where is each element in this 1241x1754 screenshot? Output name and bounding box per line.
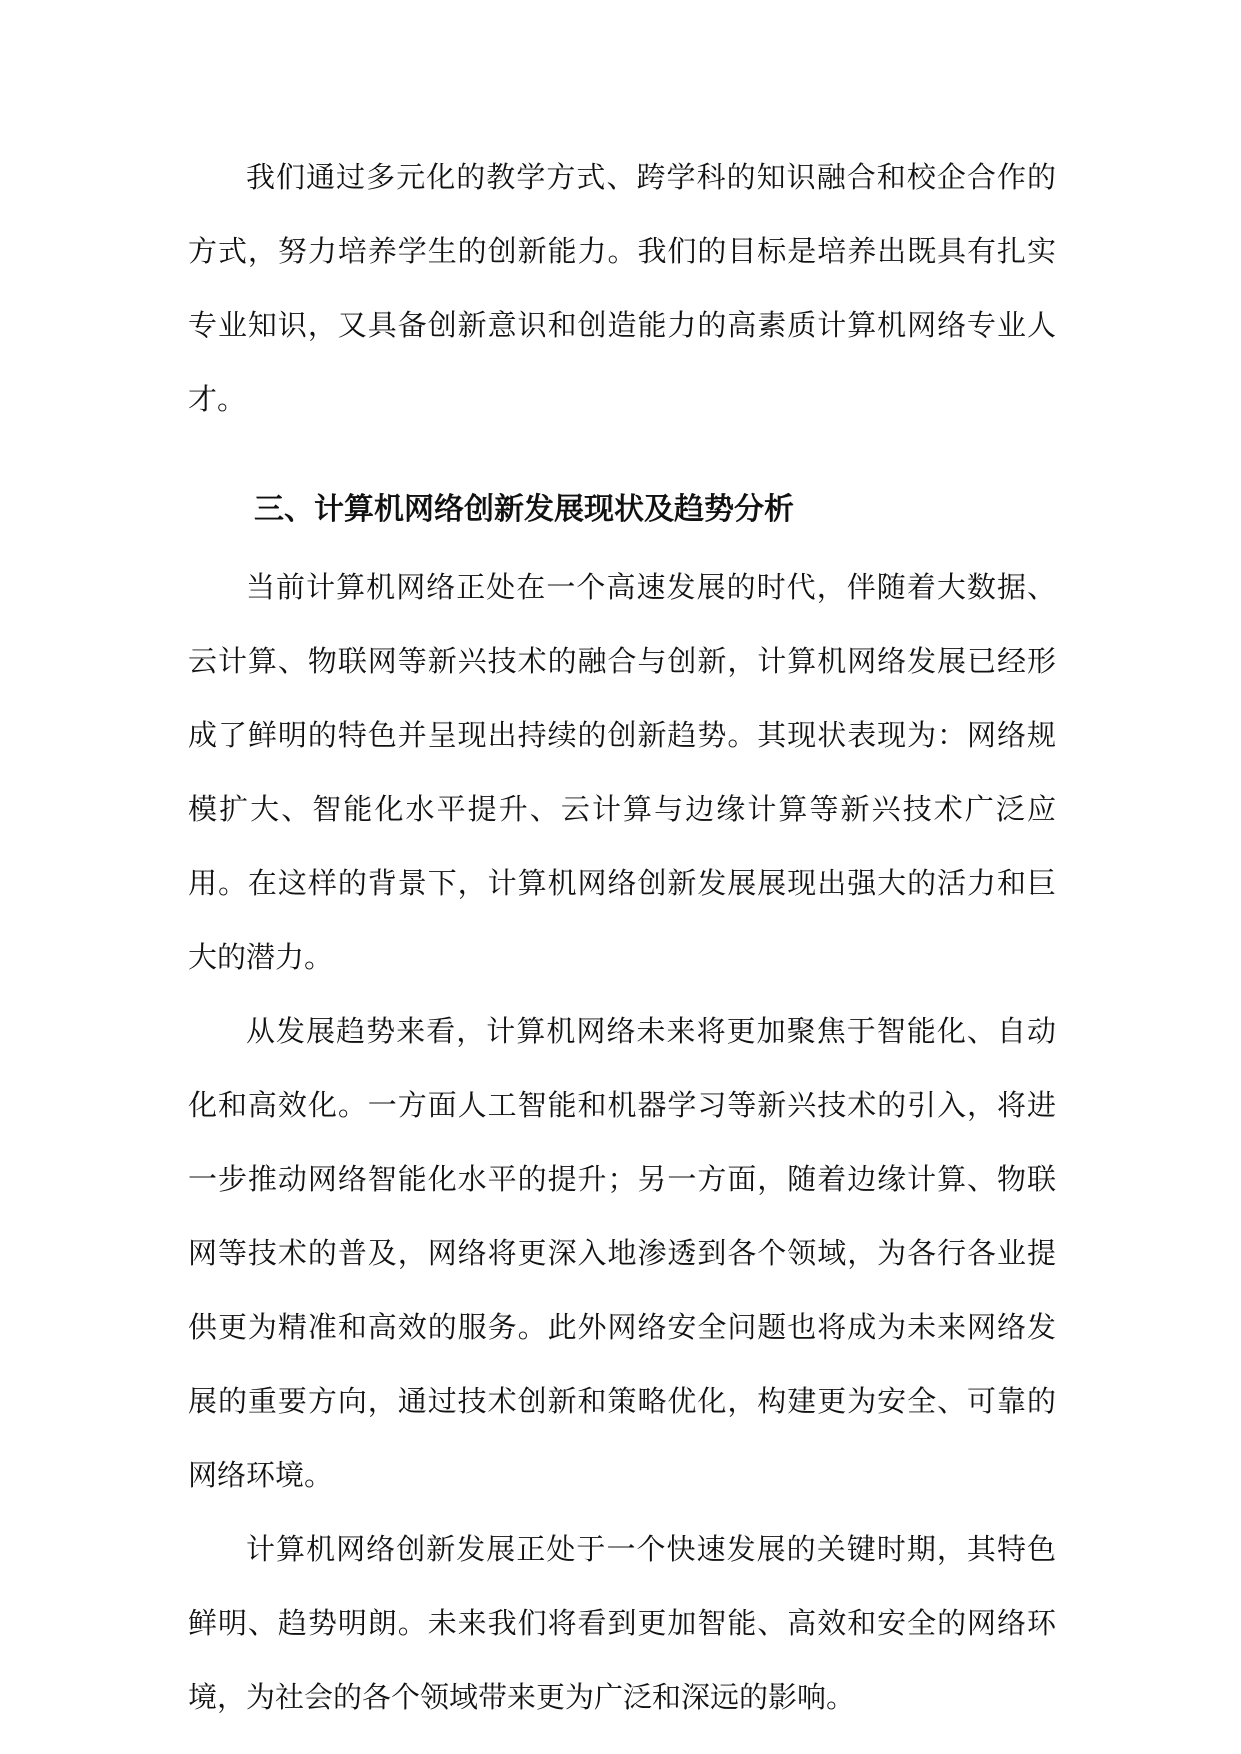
document-body (188, 140, 1056, 1734)
paragraph-current-status: 当前计算机网络正处在一个高速发展的时代，伴随着大数据、云计算、物联网等新兴技术的融合与创新，计算机网络发展已经形成了鲜明的特色并呈现出持续的创新趋势。其现状表现为：网络规模扩大、智能化水平提升、云计算与边缘计算等新兴技术广泛应用。在这样的背景下，计算机网络创新发展展现出强大的活力和巨大的潜力。 (188, 570, 1056, 974)
paragraph-intro: 我们通过多元化的教学方式、跨学科的知识融合和校企合作的方式，努力培养学生的创新能力。我们的目标是培养出既具有扎实专业知识，又具备创新意识和创造能力的高素质计算机网络专业人才。 (188, 160, 1056, 416)
paragraph-conclusion: 计算机网络创新发展正处于一个快速发展的关键时期，其特色鲜明、趋势明朗。未来我们将看到更加智能、高效和安全的网络环境，为社会的各个领域带来更为广泛和深远的影响。 (188, 1532, 1056, 1714)
paragraph-trends: 从发展趋势来看，计算机网络未来将更加聚焦于智能化、自动化和高效化。一方面人工智能和机器学习等新兴技术的引入，将进一步推动网络智能化水平的提升；另一方面，随着边缘计算、物联网等技术的普及，网络将更深入地渗透到各个领域，为各行各业提供更为精准和高效的服务。此外网络安全问题也将成为未来网络发展的重要方向，通过技术创新和策略优化，构建更为安全、可靠的网络环境。 (188, 1014, 1056, 1492)
section-heading: 三、计算机网络创新发展现状及趋势分析 (254, 492, 794, 527)
